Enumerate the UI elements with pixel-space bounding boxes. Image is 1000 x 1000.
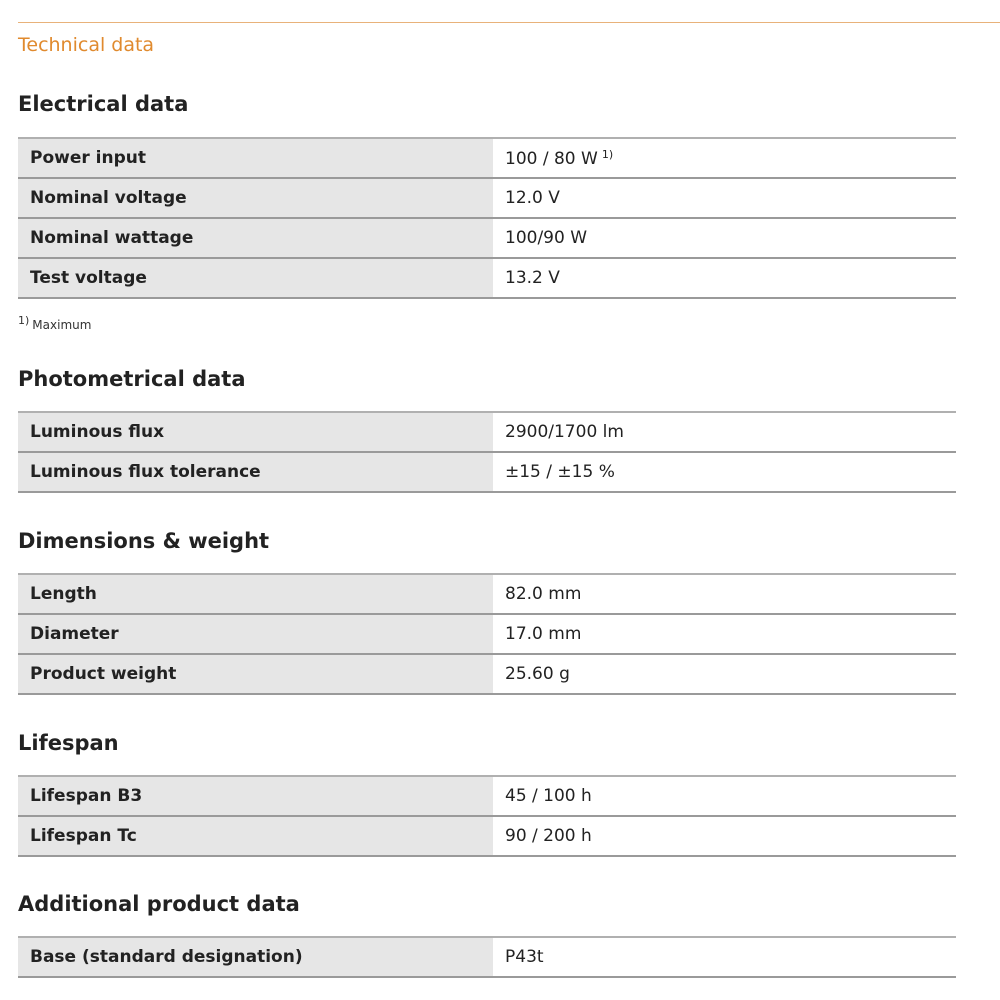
- table-row: [18, 138, 956, 178]
- row-value-cell: [493, 138, 956, 178]
- table-row: [18, 218, 956, 258]
- table-row: [18, 178, 956, 218]
- row-label: Luminous flux: [18, 412, 493, 452]
- dimensions-weight-table: [18, 573, 956, 695]
- table-row: [18, 452, 956, 492]
- footnote: [18, 314, 91, 332]
- section-title-additional: Additional product data: [18, 892, 300, 916]
- row-value: 82.0 mm: [493, 574, 956, 614]
- row-label: Luminous flux tolerance: [18, 452, 493, 492]
- additional-data-table: [18, 936, 956, 978]
- lifespan-table: [18, 775, 956, 857]
- section-title-electrical: Electrical data: [18, 92, 189, 116]
- table-row: [18, 776, 956, 816]
- row-value: 45 / 100 h: [493, 776, 956, 816]
- section-title-photometrical: Photometrical data: [18, 367, 246, 391]
- row-label: Diameter: [18, 614, 493, 654]
- row-label: Product weight: [18, 654, 493, 694]
- table-row: [18, 937, 956, 977]
- row-value: ±15 / ±15 %: [493, 452, 956, 492]
- table-row: [18, 412, 956, 452]
- footnote-marker: 1): [601, 147, 614, 161]
- row-value: 13.2 V: [493, 258, 956, 298]
- row-label: Power input: [18, 138, 493, 178]
- section-title-dimensions: Dimensions & weight: [18, 529, 270, 553]
- row-value: 12.0 V: [493, 178, 956, 218]
- top-divider: [18, 22, 1000, 23]
- electrical-data-table: [18, 137, 956, 299]
- page-title: Technical data: [18, 34, 155, 56]
- row-label: Nominal voltage: [18, 178, 493, 218]
- row-value: 2900/1700 lm: [493, 412, 956, 452]
- footnote-text: Maximum: [32, 318, 92, 332]
- table-row: [18, 614, 956, 654]
- photometrical-data-table: [18, 411, 956, 493]
- row-label: Nominal wattage: [18, 218, 493, 258]
- row-value: 100/90 W: [493, 218, 956, 258]
- row-label: Length: [18, 574, 493, 614]
- row-value: 25.60 g: [493, 654, 956, 694]
- row-value: 90 / 200 h: [493, 816, 956, 856]
- section-title-lifespan: Lifespan: [18, 731, 119, 755]
- footnote-mark: 1): [18, 314, 30, 327]
- table-row: [18, 816, 956, 856]
- row-label: Base (standard designation): [18, 937, 493, 977]
- row-value: 100 / 80 W: [505, 148, 598, 169]
- table-row: [18, 258, 956, 298]
- row-label: Lifespan Tc: [18, 816, 493, 856]
- row-label: Test voltage: [18, 258, 493, 298]
- table-row: [18, 654, 956, 694]
- table-row: [18, 574, 956, 614]
- row-value: 17.0 mm: [493, 614, 956, 654]
- row-value: P43t: [493, 937, 956, 977]
- row-label: Lifespan B3: [18, 776, 493, 816]
